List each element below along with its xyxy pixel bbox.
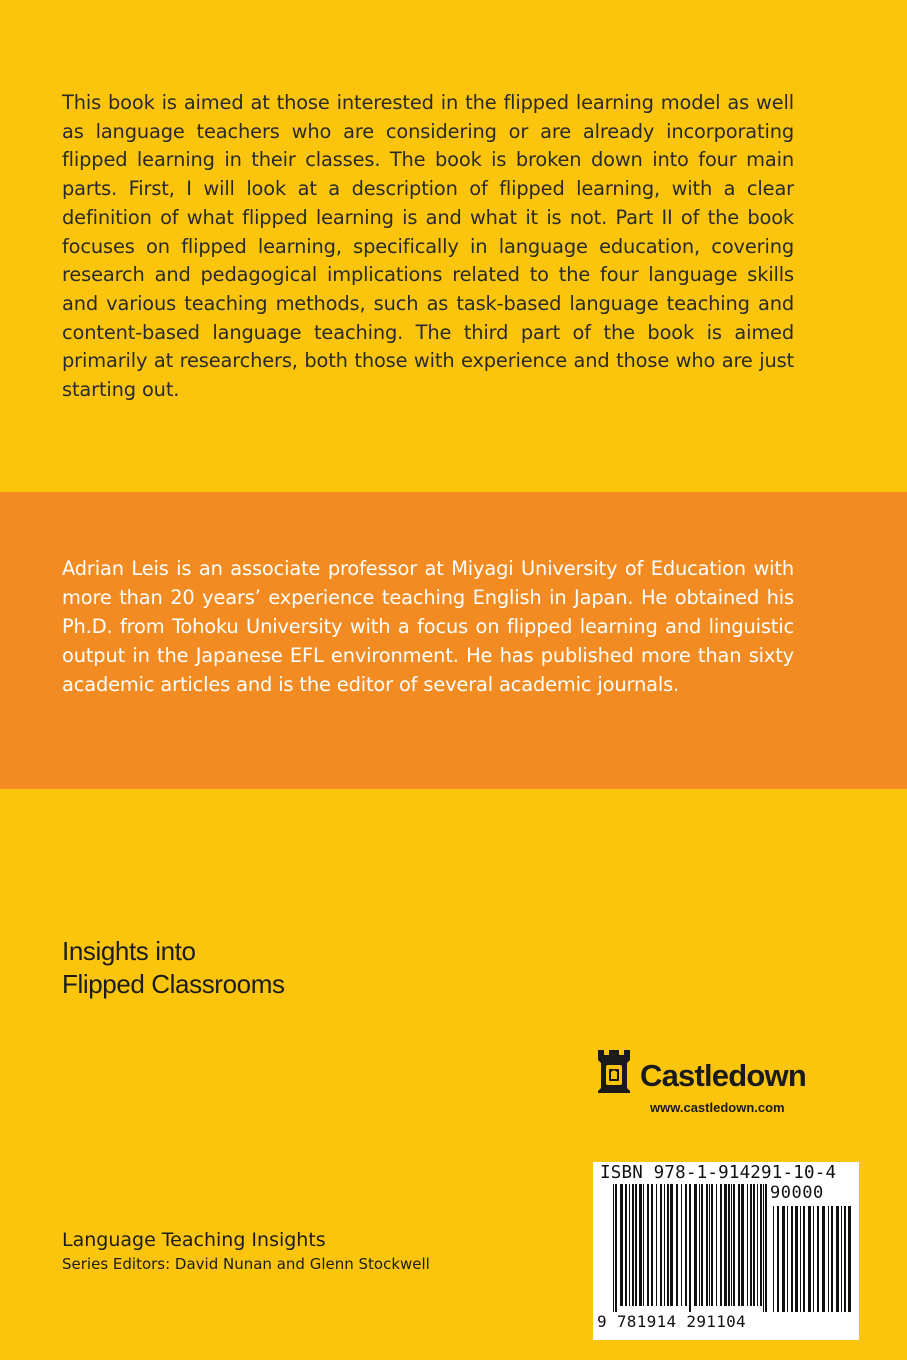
barcode-bar [667,1184,669,1306]
barcode-bar [660,1184,662,1306]
series-block [62,1228,430,1275]
publisher-block [596,1048,850,1120]
barcode-bar [741,1184,744,1306]
barcode-bar [757,1184,758,1306]
barcode-bar [841,1206,842,1312]
author-name: Adrian Leis [62,557,169,580]
barcode-bar [711,1184,713,1306]
barcode-bar [689,1184,691,1312]
barcode-bar [831,1206,833,1312]
barcode-bar [625,1184,627,1306]
barcode-bar [787,1206,788,1312]
blurb-paragraph: This book is aimed at those interested in the flipped learning model as well as language teachers who are considering or are already incorporating flipped learning in their classes. The book is broken down into four main parts. First, I will look at a description of flipped learning, with a clear definition of what flipped learning is and what it is not. Part II of the book focuses on flipped learning, specifically in language education, covering research and pedagogical implications related to the four language skills and various teaching methods, such as task-based language teaching and content-based language teaching. The third part of the book is aimed primarily at researchers, both those with experience and those who are just starting out. [62,91,794,402]
barcode-bar [656,1184,657,1306]
barcode-bar [632,1184,634,1306]
barcode-bar [670,1184,673,1306]
barcode-bar [615,1184,617,1312]
barcode-bar [613,1184,614,1312]
barcode-bar [782,1206,785,1312]
publisher-name: Castledown [640,1058,806,1093]
barcode-bar [765,1184,767,1312]
barcode-bar [733,1184,735,1306]
barcode-bar [694,1184,697,1306]
barcode-bar [651,1184,653,1306]
barcode-bar [777,1206,779,1312]
barcode-bar [844,1206,846,1312]
barcode-bar [716,1184,717,1306]
book-title-line-1: Insights into [62,936,196,966]
publisher-url: www.castledown.com [650,1100,785,1115]
price-addon-label: 90000 [770,1183,824,1203]
barcode-bar [828,1206,829,1312]
barcode-bar [747,1184,748,1306]
book-title [62,935,285,1001]
barcode-bar [720,1184,722,1306]
barcode-bar [706,1184,708,1306]
barcode-bar [681,1184,682,1306]
barcode-bar [848,1206,851,1312]
series-editors: Series Editors: David Nunan and Glenn Stockwell [62,1255,430,1273]
barcode-bar [699,1184,700,1306]
barcode-bar [701,1184,703,1306]
barcode-bar [643,1184,644,1306]
isbn-barcode [593,1162,859,1340]
barcode-bar [803,1206,805,1312]
barcode-bar [639,1184,642,1306]
barcode-bar [724,1184,727,1306]
barcode-bar [685,1184,687,1306]
author-bio [62,554,794,699]
isbn-label: ISBN 978-1-914291-10-4 [600,1163,837,1183]
barcode-bar [664,1184,665,1306]
barcode-bar [763,1184,764,1312]
barcode-bar [808,1206,811,1312]
castle-tower-icon [596,1048,632,1094]
barcode-bar [791,1206,793,1312]
barcode-bar [773,1206,774,1312]
barcode-bar [817,1206,819,1312]
ean-digits: 9 781914 291104 [597,1312,746,1331]
barcode-bar [676,1184,678,1306]
barcode-bar [647,1184,649,1306]
book-title-line-2: Flipped Classrooms [62,969,285,999]
barcode-bar [635,1184,637,1306]
barcode-bar [728,1184,730,1306]
barcode-bar [629,1184,630,1306]
barcode-bar [731,1184,732,1306]
author-bio-text: is an associate professor at Miyagi University of Education with more than 20 years’ experience teaching English in Japan. He obtained his Ph.D. from Tohoku University with a focus on flipped learning and linguistic output in the Japanese EFL environment. He has published more than sixty academic articles and is the editor of several academic journals. [62,557,794,696]
barcode-bar [620,1184,623,1306]
barcode-bar [753,1184,755,1306]
barcode-bar [709,1184,710,1306]
barcode-bar [750,1184,752,1306]
barcode-bar [760,1184,762,1306]
barcode-bar [836,1206,839,1312]
barcode-bar [822,1206,825,1312]
barcode-bar [795,1206,798,1312]
barcode-bar [800,1206,801,1312]
barcode-bar [738,1184,740,1306]
barcode-bar [813,1206,814,1312]
series-name: Language Teaching Insights [62,1229,326,1251]
